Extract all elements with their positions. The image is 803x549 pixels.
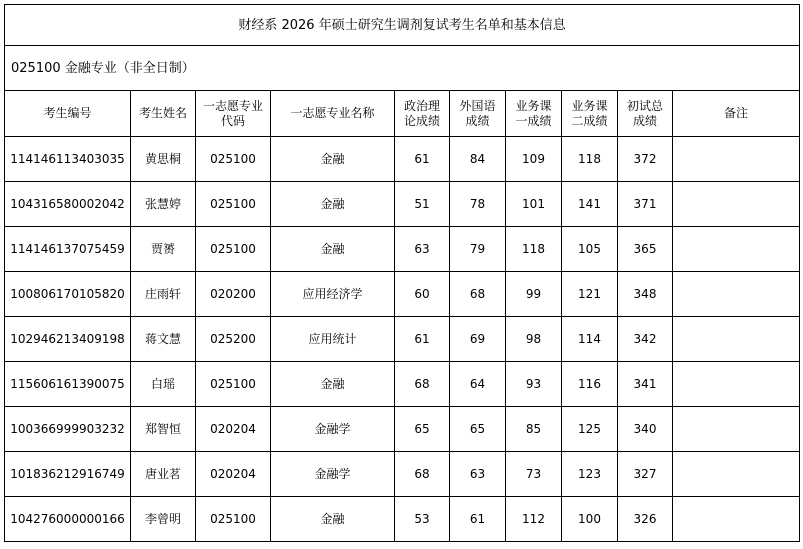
header-cell-foreign-language-score: 外国语 成绩 [450,91,506,137]
table-row [5,182,800,227]
total-score-cell: 348 [618,272,673,317]
table-row [5,317,800,362]
total-score-cell: 372 [618,137,673,182]
foreign-language-score-cell: 65 [450,407,506,452]
table-row [5,362,800,407]
major-code-cell: 020204 [196,407,271,452]
candidate-name-cell: 张慧婷 [131,182,196,227]
politics-score-cell: 63 [395,227,450,272]
table-row [5,407,800,452]
course1-score-cell: 99 [506,272,562,317]
total-score-cell: 365 [618,227,673,272]
header-cell-candidate-name: 考生姓名 [131,91,196,137]
politics-score-cell: 61 [395,317,450,362]
remarks-cell [673,362,800,407]
remarks-cell [673,227,800,272]
candidate-id-cell: 101836212916749 [5,452,131,497]
table-title: 财经系 2026 年硕士研究生调剂复试考生名单和基本信息 [5,5,800,46]
candidate-name-cell: 唐业茗 [131,452,196,497]
course1-score-cell: 109 [506,137,562,182]
major-code-cell: 025100 [196,362,271,407]
candidate-name-cell: 贾赟 [131,227,196,272]
header-cell-remarks: 备注 [673,91,800,137]
title-row [5,5,800,46]
candidate-name-cell: 黄思桐 [131,137,196,182]
course1-score-cell: 112 [506,497,562,542]
foreign-language-score-cell: 84 [450,137,506,182]
remarks-cell [673,272,800,317]
course2-score-cell: 105 [562,227,618,272]
course2-score-cell: 121 [562,272,618,317]
table-row [5,137,800,182]
major-name-cell: 金融 [271,137,395,182]
politics-score-cell: 68 [395,452,450,497]
header-cell-total-score: 初试总 成绩 [618,91,673,137]
candidate-table [4,4,800,542]
candidate-id-cell: 100806170105820 [5,272,131,317]
major-name-cell: 金融 [271,182,395,227]
major-code-cell: 025100 [196,497,271,542]
candidate-name-cell: 郑智恒 [131,407,196,452]
table-row [5,227,800,272]
header-cell-major-name: 一志愿专业名称 [271,91,395,137]
course1-score-cell: 101 [506,182,562,227]
foreign-language-score-cell: 61 [450,497,506,542]
course1-score-cell: 73 [506,452,562,497]
course1-score-cell: 93 [506,362,562,407]
candidate-id-cell: 114146137075459 [5,227,131,272]
total-score-cell: 342 [618,317,673,362]
course2-score-cell: 118 [562,137,618,182]
major-name-cell: 应用统计 [271,317,395,362]
major-code-cell: 020200 [196,272,271,317]
total-score-cell: 341 [618,362,673,407]
section-label: 025100 金融专业（非全日制） [5,46,800,91]
politics-score-cell: 60 [395,272,450,317]
foreign-language-score-cell: 63 [450,452,506,497]
candidate-name-cell: 李曾明 [131,497,196,542]
total-score-cell: 371 [618,182,673,227]
politics-score-cell: 65 [395,407,450,452]
candidate-id-cell: 100366999903232 [5,407,131,452]
remarks-cell [673,182,800,227]
foreign-language-score-cell: 79 [450,227,506,272]
major-code-cell: 025100 [196,137,271,182]
remarks-cell [673,317,800,362]
major-code-cell: 020204 [196,452,271,497]
candidate-id-cell: 104276000000166 [5,497,131,542]
header-row [5,91,800,137]
foreign-language-score-cell: 78 [450,182,506,227]
table-row [5,497,800,542]
candidate-id-cell: 104316580002042 [5,182,131,227]
major-name-cell: 应用经济学 [271,272,395,317]
remarks-cell [673,497,800,542]
candidate-name-cell: 庄雨轩 [131,272,196,317]
header-cell-course2-score: 业务课 二成绩 [562,91,618,137]
header-cell-course1-score: 业务课 一成绩 [506,91,562,137]
course2-score-cell: 116 [562,362,618,407]
foreign-language-score-cell: 68 [450,272,506,317]
header-cell-candidate-id: 考生编号 [5,91,131,137]
candidate-id-cell: 115606161390075 [5,362,131,407]
foreign-language-score-cell: 64 [450,362,506,407]
major-name-cell: 金融 [271,497,395,542]
course1-score-cell: 85 [506,407,562,452]
header-cell-major-code: 一志愿专业 代码 [196,91,271,137]
total-score-cell: 340 [618,407,673,452]
remarks-cell [673,137,800,182]
candidate-id-cell: 102946213409198 [5,317,131,362]
major-name-cell: 金融学 [271,452,395,497]
politics-score-cell: 61 [395,137,450,182]
header-cell-politics-score: 政治理 论成绩 [395,91,450,137]
candidate-name-cell: 蒋文慧 [131,317,196,362]
total-score-cell: 326 [618,497,673,542]
course2-score-cell: 114 [562,317,618,362]
total-score-cell: 327 [618,452,673,497]
table-row [5,272,800,317]
table-row [5,452,800,497]
politics-score-cell: 51 [395,182,450,227]
major-code-cell: 025200 [196,317,271,362]
course2-score-cell: 125 [562,407,618,452]
major-name-cell: 金融 [271,227,395,272]
major-code-cell: 025100 [196,182,271,227]
remarks-cell [673,452,800,497]
course2-score-cell: 100 [562,497,618,542]
major-name-cell: 金融 [271,362,395,407]
candidate-id-cell: 114146113403035 [5,137,131,182]
foreign-language-score-cell: 69 [450,317,506,362]
major-name-cell: 金融学 [271,407,395,452]
major-code-cell: 025100 [196,227,271,272]
course2-score-cell: 123 [562,452,618,497]
section-row [5,46,800,91]
politics-score-cell: 68 [395,362,450,407]
politics-score-cell: 53 [395,497,450,542]
candidate-name-cell: 白瑶 [131,362,196,407]
course1-score-cell: 118 [506,227,562,272]
course1-score-cell: 98 [506,317,562,362]
course2-score-cell: 141 [562,182,618,227]
remarks-cell [673,407,800,452]
